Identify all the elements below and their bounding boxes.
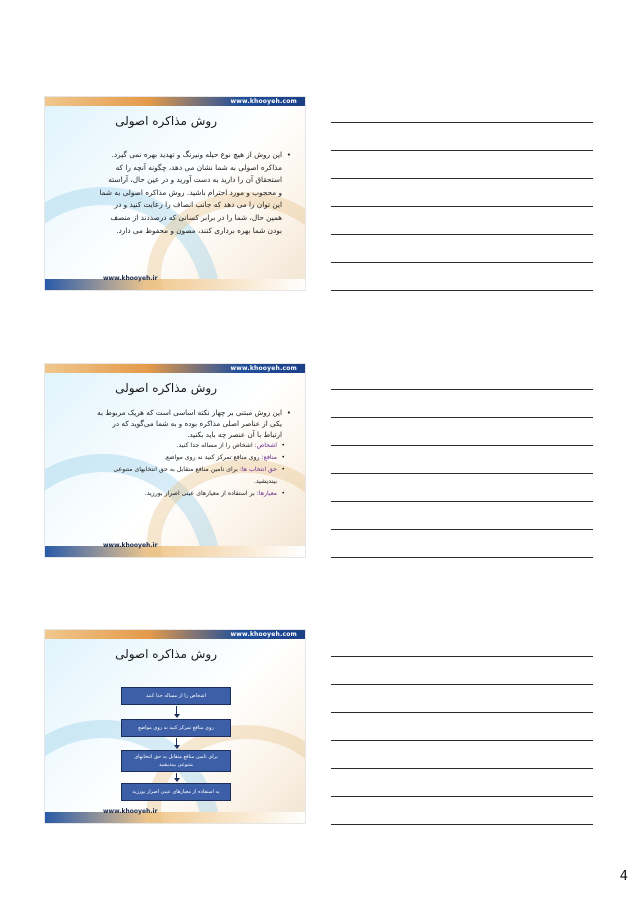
slide-2	[44, 363, 306, 558]
note-line	[331, 290, 593, 291]
slide-body	[63, 407, 291, 500]
slide-footer-bar	[45, 279, 305, 290]
page-number: 4	[619, 869, 628, 884]
item-term: حق انتخاب ها:	[239, 466, 277, 473]
note-line	[331, 529, 593, 530]
slide-1	[44, 96, 306, 291]
note-line	[331, 262, 593, 263]
note-line	[331, 445, 593, 446]
flow-arrow-icon	[174, 714, 180, 718]
sub-item-people	[63, 440, 285, 452]
note-line	[331, 389, 593, 390]
item-text: بر استفاده از معیارهای عینی اصرار بورزید.	[144, 490, 257, 497]
note-line	[331, 796, 593, 797]
paragraph-line: بودن شما بهره برداری کنند، مصون و محفوظ می دارد.	[116, 225, 282, 235]
slide-title: روش مذاکره اصولی	[115, 647, 217, 661]
flow-arrow-icon	[174, 745, 180, 749]
slide-url-bottom: www.khooyeh.ir	[103, 542, 158, 549]
slide-body	[63, 149, 291, 237]
item-text: برای تامین منافع متقابل به حق انتخابهای متنوعی	[113, 466, 240, 473]
flow-box: روی منافع تمرکز کنید نه روی مواضع	[121, 719, 231, 737]
slide-url-top: www.khooyeh.com	[230, 98, 297, 105]
note-line	[331, 824, 593, 825]
slide-title: روش مذاکره اصولی	[115, 114, 217, 128]
slide-footer-bar	[45, 812, 305, 823]
note-line	[331, 712, 593, 713]
note-line	[331, 768, 593, 769]
intro-line: ارتباط با آن عنصر چه باید بکنید.	[187, 430, 282, 439]
note-line	[331, 178, 593, 179]
note-line	[331, 501, 593, 502]
slide-3	[44, 629, 306, 824]
item-term: اشخاص:	[254, 442, 277, 449]
slide-title: روش مذاکره اصولی	[115, 381, 217, 395]
bullet-intro	[63, 407, 291, 440]
item-text-continued: بیندیشید.	[253, 478, 277, 485]
intro-line: • این روش مبتنی بر چهار نکته اساسی است که هریک مربوط به	[97, 408, 282, 417]
item-text: روی منافع تمرکز کنید نه روی مواضع.	[164, 454, 262, 461]
sub-item-interests	[63, 452, 285, 464]
slide-url-bottom: www.khooyeh.ir	[103, 808, 158, 815]
paragraph-line: • این روش از هیچ نوع حیله ونیرنگ و تهدید بهره نمی گیرد.	[111, 150, 282, 159]
slide-url-top: www.khooyeh.com	[230, 631, 297, 638]
paragraph-line: مذاکره اصولی به شما نشان می دهد، چگونه آنچه را که	[115, 162, 282, 172]
note-line	[331, 740, 593, 741]
note-line	[331, 684, 593, 685]
intro-line: یکی از عناصر اصلی مذاکره بوده و به شما می‌گوید که در	[112, 419, 282, 428]
note-line	[331, 206, 593, 207]
paragraph-line: همین حال، شما را در برابر کسانی که درصددند از منصف	[110, 212, 282, 222]
sub-item-criteria	[63, 488, 285, 500]
flow-box: به استفاده از معیارهای عینی اصرار بورزید	[121, 783, 231, 801]
bullet-paragraph	[63, 149, 291, 237]
sub-item-options	[63, 464, 285, 488]
note-line	[331, 656, 593, 657]
note-line	[331, 234, 593, 235]
note-line	[331, 557, 593, 558]
paragraph-line: و محجوب و مورد احترام باشید. روش مذاکره اصولی به شما	[99, 187, 282, 197]
slide-footer-bar	[45, 546, 305, 557]
note-line	[331, 473, 593, 474]
flow-arrow-icon	[174, 778, 180, 782]
flow-box: اشخاص را از مساله جدا کنید	[121, 687, 231, 705]
note-line	[331, 150, 593, 151]
item-term: منافع:	[261, 454, 277, 461]
note-line	[331, 417, 593, 418]
paragraph-line: استحقاق آن را دارید به دست آورید و در عین حال، آراسته	[108, 175, 282, 185]
item-text: اشخاص را از مساله جدا کنید.	[176, 442, 255, 449]
slide-url-top: www.khooyeh.com	[230, 365, 297, 372]
flow-box: برای تامین منافع متقابل به حق انتخابهای متنوعی بیندیشید	[121, 750, 231, 772]
paragraph-line: این توان را می دهد که جانب انصاف را رعایت کنید و در	[114, 200, 282, 210]
slide-url-bottom: www.khooyeh.ir	[103, 275, 158, 282]
note-line	[331, 122, 593, 123]
item-term: معیارها:	[256, 490, 277, 497]
